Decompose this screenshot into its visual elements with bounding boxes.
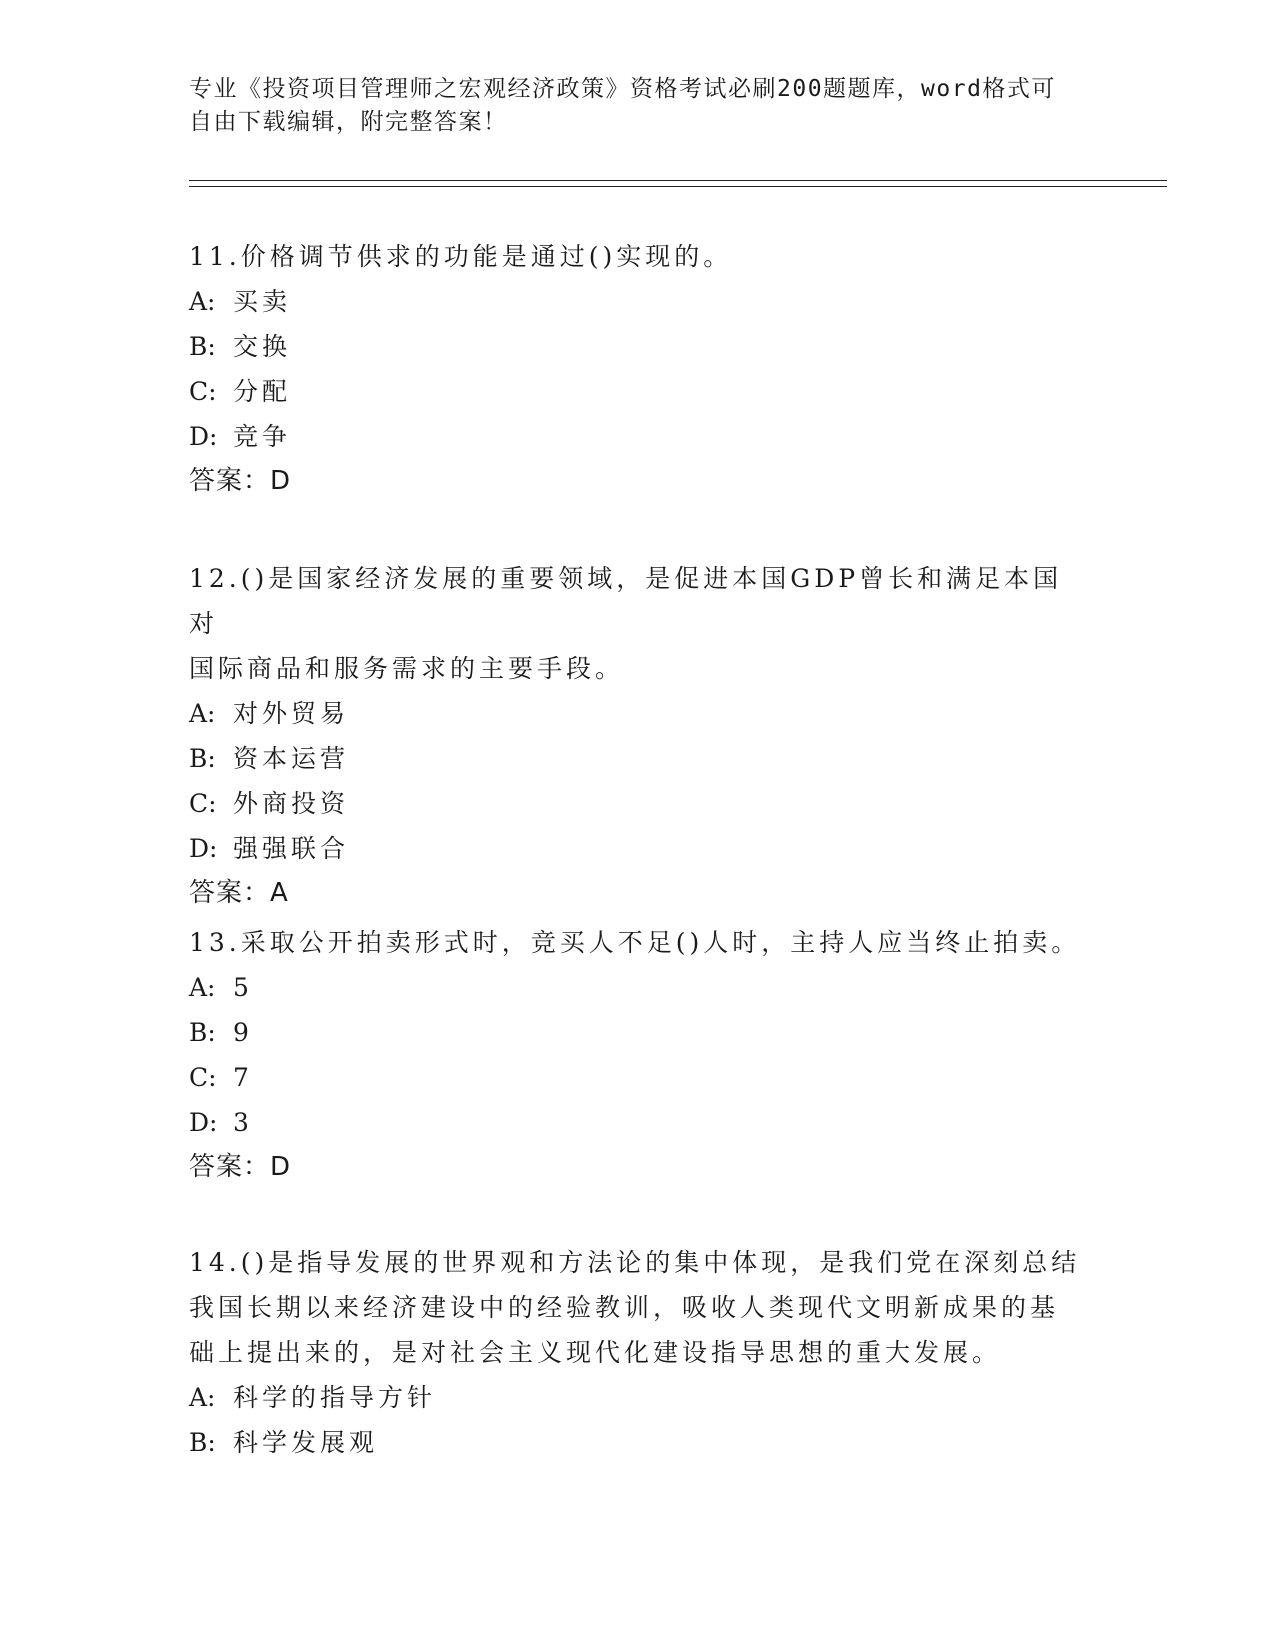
option-text: 竞争 xyxy=(233,422,292,451)
header-line-1: 专业《投资项目管理师之宏观经济政策》资格考试必刷200题题库，word格式可 xyxy=(189,76,1056,102)
option-text: 分配 xyxy=(233,377,292,406)
option-a xyxy=(189,279,1089,324)
option-a xyxy=(189,1375,1089,1420)
option-text: 科学的指导方针 xyxy=(233,1383,437,1412)
header-line-2: 自由下载编辑，附完整答案！ xyxy=(189,109,508,135)
option-label: A: xyxy=(189,699,216,728)
option-text: 7 xyxy=(233,1063,253,1092)
option-text: 买卖 xyxy=(233,287,292,316)
option-label: D: xyxy=(189,834,218,863)
answer: 答案：A xyxy=(189,878,289,908)
option-a xyxy=(189,691,1089,736)
option-d xyxy=(189,826,1089,871)
question-14 xyxy=(189,1240,1089,1465)
option-label: D: xyxy=(189,422,218,451)
question-text-line-2: 我国长期以来经济建设中的经验教训，吸收人类现代文明新成果的基 xyxy=(189,1293,1060,1322)
option-d xyxy=(189,1100,1089,1145)
option-label: A: xyxy=(189,1383,216,1412)
option-b xyxy=(189,1010,1089,1055)
option-text: 5 xyxy=(233,973,253,1002)
option-label: B: xyxy=(189,332,216,361)
option-label: C: xyxy=(189,1063,217,1092)
option-label: C: xyxy=(189,377,217,406)
option-b xyxy=(189,324,1089,369)
header-divider-bottom xyxy=(189,186,1167,187)
option-label: C: xyxy=(189,789,217,818)
option-label: D: xyxy=(189,1108,218,1137)
option-label: A: xyxy=(189,287,216,316)
header-divider-top xyxy=(189,180,1167,181)
option-text: 对外贸易 xyxy=(233,699,350,728)
answer: 答案：D xyxy=(189,1152,292,1182)
option-a xyxy=(189,965,1089,1010)
option-text: 交换 xyxy=(233,332,292,361)
option-d xyxy=(189,414,1089,459)
question-text-line-2: 国际商品和服务需求的主要手段。 xyxy=(189,654,625,683)
question-text-line-1: 12.()是国家经济发展的重要领域，是促进本国GDP曾长和满足本国对 xyxy=(189,564,1063,638)
question-12 xyxy=(189,556,1089,916)
option-c xyxy=(189,369,1089,414)
option-b xyxy=(189,736,1089,781)
option-label: B: xyxy=(189,744,216,773)
option-label: B: xyxy=(189,1428,216,1457)
question-text-line-1: 14.()是指导发展的世界观和方法论的集中体现，是我们党在深刻总结 xyxy=(189,1248,1081,1277)
option-label: A: xyxy=(189,973,216,1002)
option-text: 强强联合 xyxy=(233,834,350,863)
question-text: 11.价格调节供求的功能是通过()实现的。 xyxy=(189,242,733,271)
option-text: 9 xyxy=(233,1018,253,1047)
option-text: 外商投资 xyxy=(233,789,350,818)
document-header xyxy=(189,73,1069,139)
option-c xyxy=(189,1055,1089,1100)
option-text: 科学发展观 xyxy=(233,1428,379,1457)
question-text-line-3: 础上提出来的，是对社会主义现代化建设指导思想的重大发展。 xyxy=(189,1338,1002,1367)
question-11 xyxy=(189,234,1089,504)
option-b xyxy=(189,1420,1089,1465)
option-c xyxy=(189,781,1089,826)
option-text: 资本运营 xyxy=(233,744,350,773)
option-label: B: xyxy=(189,1018,216,1047)
option-text: 3 xyxy=(233,1108,253,1137)
answer: 答案：D xyxy=(189,466,292,496)
question-text: 13.采取公开拍卖形式时，竞买人不足()人时，主持人应当终止拍卖。 xyxy=(189,928,1081,957)
question-13 xyxy=(189,920,1089,1190)
